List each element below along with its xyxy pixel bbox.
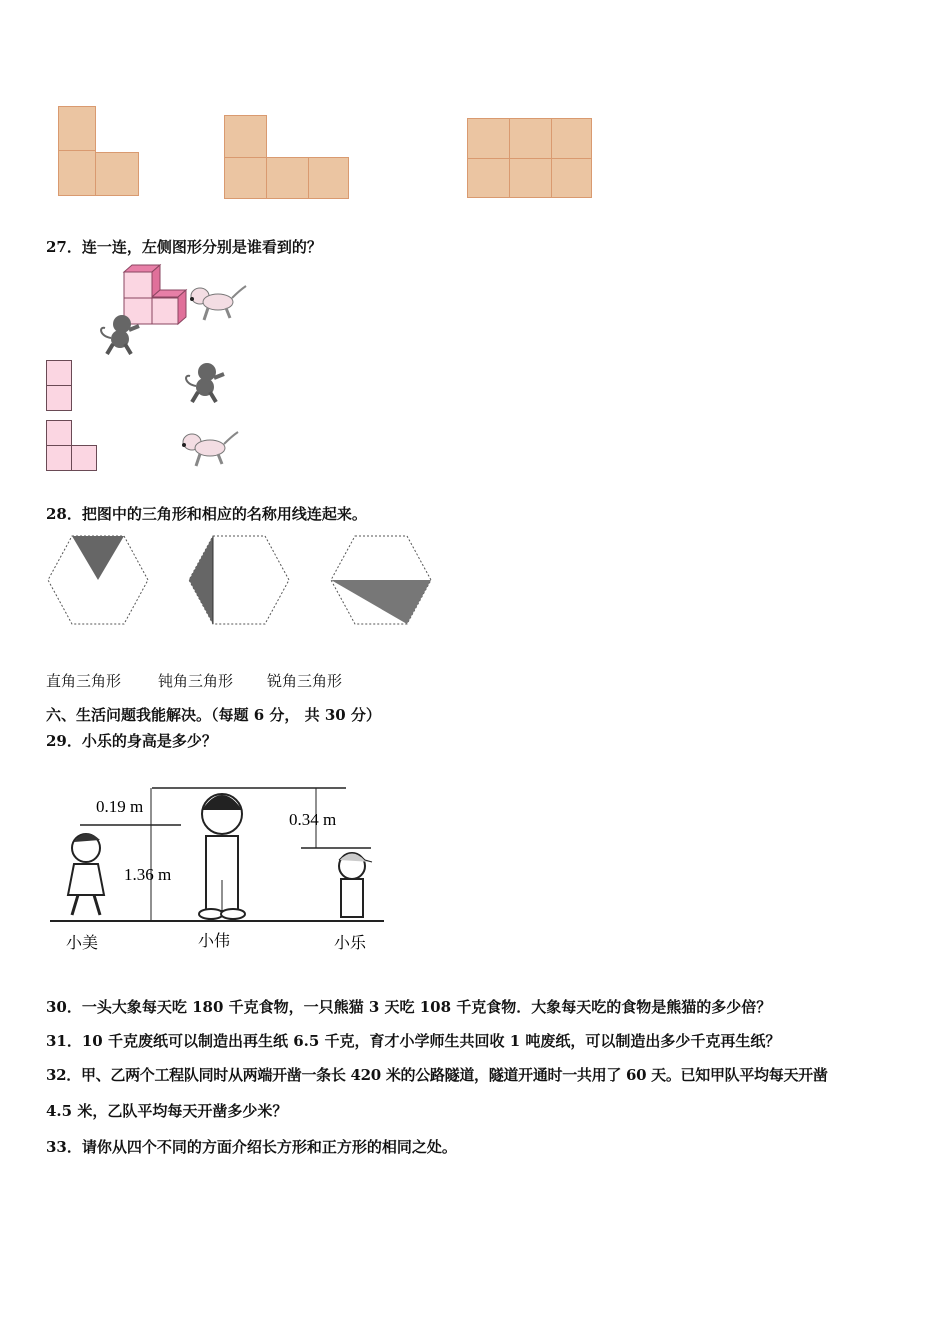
hexagon-obtuse-triangle bbox=[329, 533, 433, 627]
dog-icon bbox=[180, 428, 240, 470]
measure-right: 0.34 m bbox=[289, 810, 337, 829]
height-comparison-figure bbox=[46, 780, 391, 960]
monkey-icon bbox=[180, 358, 225, 403]
hexagon-acute-triangle bbox=[46, 533, 150, 627]
question-33: 33．请你从四个不同的方面介绍长方形和正方形的相同之处。 bbox=[46, 1138, 457, 1156]
label-right-triangle: 直角三角形 bbox=[46, 672, 122, 690]
question-31: 31．10 千克废纸可以制造出再生纸 6.5 千克，育才小学师生共回收 1 吨废纸，可以制造出多少千克再生纸？ bbox=[46, 1032, 781, 1050]
hexagon-right-triangle bbox=[187, 533, 291, 627]
name-xiaole: 小乐 bbox=[334, 933, 367, 952]
question-32-line2: 4.5 米，乙队平均每天开凿多少米？ bbox=[46, 1102, 288, 1120]
monkey-icon bbox=[95, 310, 140, 355]
question-28: 28．把图中的三角形和相应的名称用线连起来。 bbox=[46, 505, 367, 523]
question-30: 30．一头大象每天吃 180 千克食物，一只熊猫 3 天吃 108 千克食物．大象每天吃的食物是熊猫的多少倍？ bbox=[46, 998, 772, 1016]
section-6-heading: 六、生活问题我能解决。（每题 6 分， 共 30 分） bbox=[46, 706, 381, 724]
name-xiaomei: 小美 bbox=[66, 933, 99, 952]
measure-mid: 1.36 m bbox=[124, 865, 172, 884]
measure-top: 0.19 m bbox=[96, 797, 144, 816]
question-32-line1: 32．甲、乙两个工程队同时从两端开凿一条长 420 米的公路隧道，隧道开通时一共用了 60 天。已知甲队平均每天开凿 bbox=[46, 1066, 828, 1084]
question-27: 27．连一连，左侧图形分别是谁看到的？ bbox=[46, 238, 322, 256]
dog-icon bbox=[188, 282, 248, 324]
name-xiaowei: 小伟 bbox=[198, 931, 231, 950]
question-29: 29．小乐的身高是多少？ bbox=[46, 732, 217, 750]
label-obtuse-triangle: 钝角三角形 bbox=[158, 672, 234, 690]
label-acute-triangle: 锐角三角形 bbox=[267, 672, 343, 690]
